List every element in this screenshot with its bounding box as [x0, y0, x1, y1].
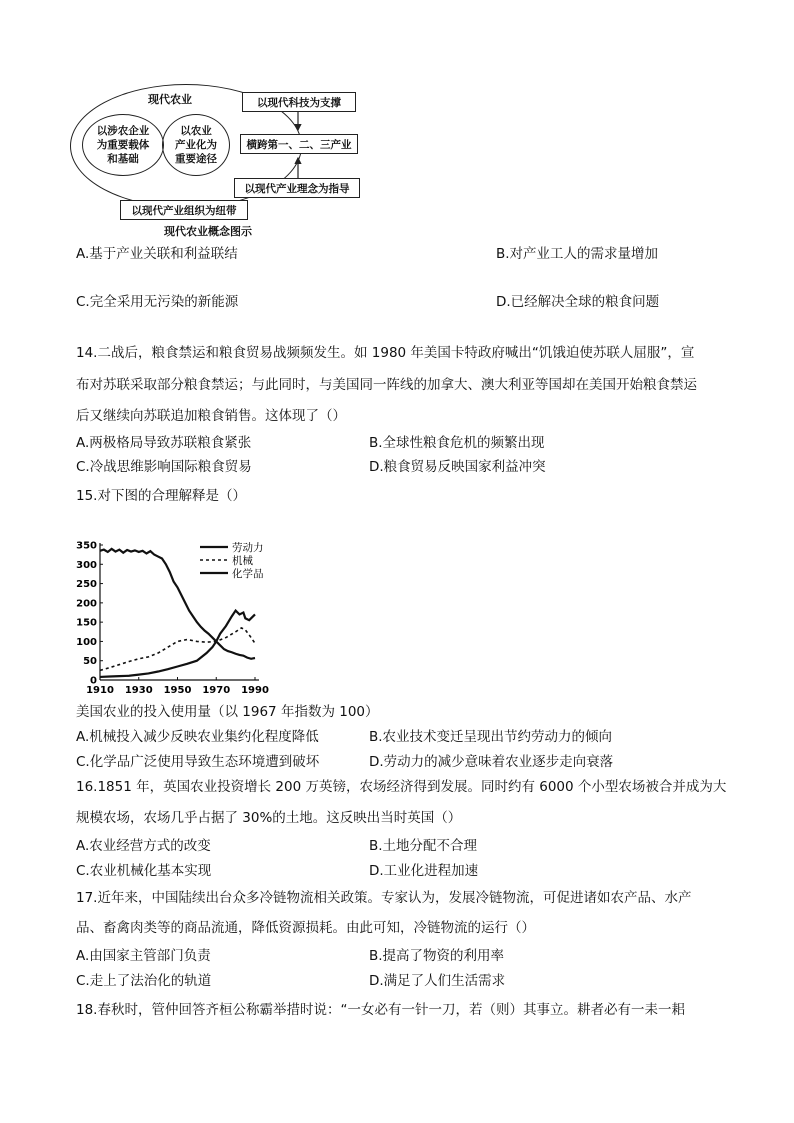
- q16-stem-line1: 16.1851 年，英国农业投资增长 200 万英镑，农场经济得到发展。同时约有 6000 个小型农场被合并成为大: [76, 779, 727, 795]
- series-line-2: [100, 628, 255, 670]
- left-circle-line2: 为重要载体: [96, 139, 150, 151]
- box-cross-industry: 横跨第一、二、三产业: [240, 134, 358, 154]
- us-agriculture-input-chart: [70, 535, 290, 705]
- q13-option-d[interactable]: D.已经解决全球的粮食问题: [496, 294, 660, 310]
- diagram-caption: 现代农业概念图示: [164, 225, 252, 238]
- q14-stem-line2: 布对苏联采取部分粮食禁运；与此同时，与美国同一阵线的加拿大、澳大利亚等国却在美国开始粮食禁运: [76, 377, 697, 393]
- q16-option-d[interactable]: D.工业化进程加速: [369, 863, 479, 879]
- y-tick-label: 50: [83, 656, 97, 668]
- q15-stem: 15.对下图的合理解释是（）: [76, 488, 246, 504]
- left-circle-line3: 和基础: [107, 153, 139, 165]
- q17-option-b[interactable]: B.提高了物资的利用率: [369, 948, 505, 964]
- q18-stem-line1: 18.春秋时，管仲回答齐桓公称霸举措时说：“一女必有一针一刀，若（则）其事立。耕者必有一耒一耜: [76, 1002, 685, 1018]
- y-tick-label: 0: [90, 675, 97, 687]
- y-tick-label: 350: [76, 540, 97, 552]
- q14-option-b[interactable]: B.全球性粮食危机的频繁出现: [369, 435, 545, 451]
- mid-circle-line3: 重要途径: [175, 153, 217, 165]
- y-tick-label: 300: [76, 559, 97, 571]
- q13-option-b[interactable]: B.对产业工人的需求量增加: [496, 246, 659, 262]
- q14-option-a[interactable]: A.两极格局导致苏联粮食紧张: [76, 435, 252, 451]
- q17-option-d[interactable]: D.满足了人们生活需求: [369, 973, 506, 989]
- y-tick-label: 150: [76, 617, 97, 629]
- q14-stem-line1: 14.二战后，粮食禁运和粮食贸易战频频发生。如 1980 年美国卡特政府喊出“饥饿迫使苏联人屈服”，宣: [76, 345, 695, 361]
- mid-circle-line2: 产业化为: [175, 139, 217, 151]
- q15-option-a[interactable]: A.机械投入减少反映农业集约化程度降低: [76, 729, 319, 745]
- legend-label-1: 劳动力: [232, 542, 264, 554]
- q16-stem-line2: 规模农场，农场几乎占据了 30%的土地。这反映出当时英国（）: [76, 810, 462, 826]
- q17-option-a[interactable]: A.由国家主管部门负责: [76, 948, 211, 964]
- q17-option-c[interactable]: C.走上了法治化的轨道: [76, 973, 212, 989]
- q17-stem-line2: 品、畜禽肉类等的商品流通，降低资源损耗。由此可知，冷链物流的运行（）: [76, 920, 535, 936]
- diagram-outer-label: 现代农业: [148, 93, 192, 106]
- q14-option-d[interactable]: D.粮食贸易反映国家利益冲突: [369, 459, 546, 475]
- x-tick-label: 1990: [241, 685, 269, 696]
- q15-option-d[interactable]: D.劳动力的减少意味着农业逐步走向衰落: [369, 754, 614, 770]
- y-tick-label: 200: [76, 598, 97, 610]
- x-tick-label: 1970: [202, 685, 231, 696]
- q14-option-c[interactable]: C.冷战思维影响国际粮食贸易: [76, 459, 252, 475]
- box-industry-organization: 以现代产业组织为纽带: [120, 200, 248, 220]
- q17-stem-line1: 17.近年来，中国陆续出台众多冷链物流相关政策。专家认为，发展冷链物流，可促进诸如农产品、水产: [76, 890, 692, 906]
- mid-circle-line1: 以农业: [180, 125, 212, 137]
- box-tech-support: 以现代科技为支撑: [242, 92, 356, 112]
- q14-stem-line3: 后又继续向苏联追加粮食销售。这体现了（）: [76, 408, 346, 424]
- q16-option-a[interactable]: A.农业经营方式的改变: [76, 838, 211, 854]
- x-tick-label: 1950: [163, 685, 192, 696]
- q13-option-a[interactable]: A.基于产业关联和利益联结: [76, 246, 238, 262]
- legend-label-2: 机械: [232, 555, 253, 567]
- box-industry-concept: 以现代产业理念为指导: [234, 178, 360, 198]
- y-tick-label: 100: [76, 636, 97, 648]
- x-tick-label: 1930: [124, 685, 153, 696]
- left-circle-line1: 以涉农企业: [96, 125, 150, 137]
- q15-option-c[interactable]: C.化学品广泛使用导致生态环境遭到破坏: [76, 754, 320, 770]
- x-tick-label: 1910: [86, 685, 114, 696]
- q13-option-c[interactable]: C.完全采用无污染的新能源: [76, 294, 239, 310]
- legend-label-3: 化学品: [232, 568, 264, 580]
- q16-option-c[interactable]: C.农业机械化基本实现: [76, 863, 212, 879]
- q15-option-b[interactable]: B.农业技术变迁呈现出节约劳动力的倾向: [369, 729, 613, 745]
- y-tick-label: 250: [76, 579, 97, 591]
- q16-option-b[interactable]: B.土地分配不合理: [369, 838, 478, 854]
- series-line-3: [100, 611, 255, 677]
- q15-chart-caption: 美国农业的投入使用量（以 1967 年指数为 100）: [76, 704, 379, 720]
